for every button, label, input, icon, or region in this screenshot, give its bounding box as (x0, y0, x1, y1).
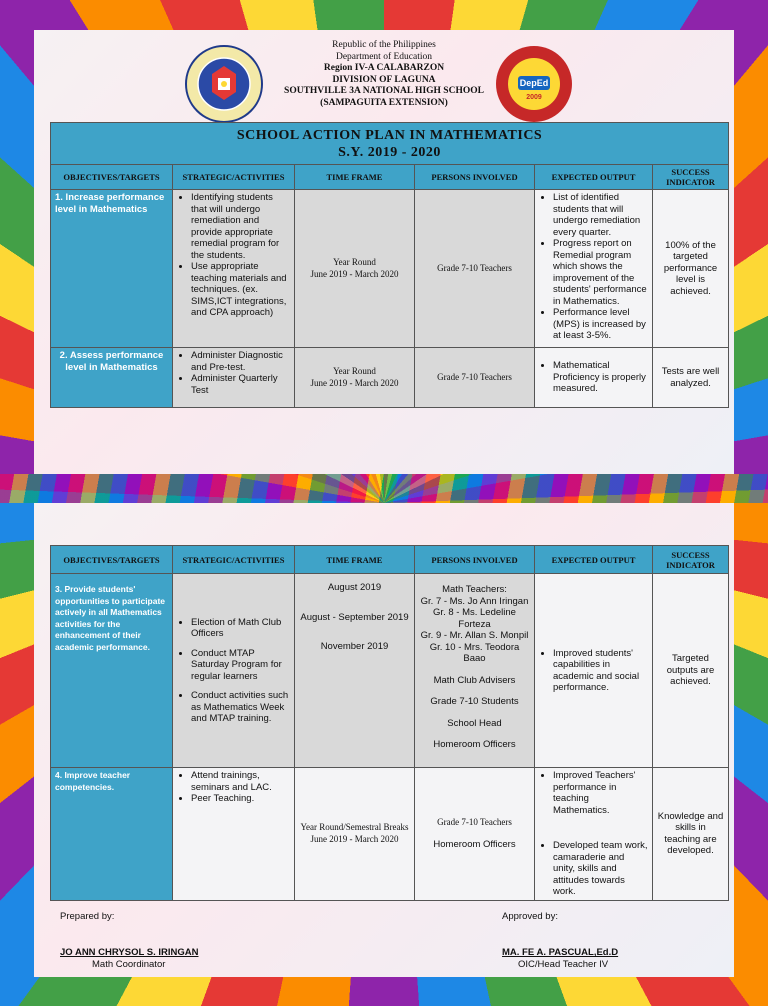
indicator-cell: Tests are well analyzed. (653, 348, 729, 408)
table-row (51, 574, 729, 768)
person-line: Math Teachers: (442, 584, 507, 595)
time-frame-line: June 2019 - March 2020 (310, 377, 399, 388)
col-persons: PERSONS INVOLVED (415, 165, 535, 190)
objective-cell: 1. Increase performance level in Mathematics (51, 190, 173, 348)
output-cell (535, 190, 653, 348)
header-division: DIVISION OF LAGUNA (332, 74, 436, 85)
time-frame-line: August 2019 (327, 582, 382, 593)
prepared-title: Math Coordinator (92, 959, 166, 970)
prepared-name: JO ANN CHRYSOL S. IRINGAN (60, 947, 199, 958)
activity-item: • Peer Teaching. (191, 793, 290, 805)
activity-item: • Administer Quarterly Test (191, 373, 290, 396)
objective-cell: 4. Improve teacher competencies. (51, 768, 173, 901)
activities-cell (173, 768, 295, 901)
activity-item: • Administer Diagnostic and Pre-test. (191, 350, 290, 373)
output-item: • Improved Teachers' performance in teaching Mathematics. (553, 770, 648, 816)
activity-item: • Use appropriate teaching materials and techniques. (ex. SIMS,ICT integrations, and CPA approach) (191, 261, 290, 319)
activities-cell (173, 190, 295, 348)
header-line: Republic of the Philippines (332, 40, 436, 50)
person-line: School Head (447, 717, 502, 729)
persons-cell: Grade 7-10 Teachers (415, 190, 535, 348)
person-line: Grade 7-10 Teachers (437, 817, 512, 828)
header-extension: (SAMPAGUITA EXTENSION) (320, 97, 448, 108)
col-indicator: SUCCESS INDICATOR (653, 546, 729, 574)
activity-item: • Identifying students that will undergo remediation and provide appropriate remedial program for the students. (191, 192, 290, 261)
indicator-cell: 100% of the targeted performance level is achieved. (653, 190, 729, 348)
output-cell (535, 574, 653, 768)
person-line: Grade 7-10 Students (430, 696, 519, 707)
output-item: • Improved students' capabilities in academic and social performance. (553, 648, 648, 694)
deped-seal-icon (184, 44, 264, 124)
persons-cell (415, 768, 535, 901)
activities-cell (173, 348, 295, 408)
action-plan-table-2 (50, 545, 729, 901)
action-plan-table-1 (50, 122, 729, 408)
person-line: Gr. 8 - Ms. Ledeline Forteza (433, 607, 516, 630)
col-indicator: SUCCESS INDICATOR (653, 165, 729, 190)
output-cell (535, 768, 653, 901)
col-time-frame: TIME FRAME (295, 165, 415, 190)
plan-year-line: S.Y. 2019 - 2020 (338, 145, 441, 160)
time-frame-line: June 2019 - March 2020 (310, 833, 399, 844)
seal-logo-text: DepEd (519, 78, 549, 88)
table-row (51, 768, 729, 901)
indicator-cell: Knowledge and skills in teaching are developed. (653, 768, 729, 901)
person-line: Homeroom Officers (433, 739, 516, 750)
plan-title (51, 123, 729, 165)
col-objectives: OBJECTIVES/TARGETS (51, 546, 173, 574)
activity-item: • Conduct activities such as Mathematics Week and MTAP training. (191, 690, 290, 725)
col-persons: PERSONS INVOLVED (415, 546, 535, 574)
persons-cell: Grade 7-10 Teachers (415, 348, 535, 408)
output-item: • List of identified students that will undergo remediation every quarter. (553, 192, 648, 238)
approved-title: OIC/Head Teacher IV (518, 959, 609, 970)
col-output: EXPECTED OUTPUT (535, 546, 653, 574)
activity-item: • Conduct MTAP Saturday Program for regular learners (191, 648, 290, 683)
plan-title-line: SCHOOL ACTION PLAN IN MATHEMATICS (236, 128, 543, 143)
output-item: • Performance level (MPS) is increased by at least 3-5%. (553, 307, 648, 342)
activities-cell (173, 574, 295, 768)
persons-cell (415, 574, 535, 768)
person-line: Gr. 7 - Ms. Jo Ann Iringan (420, 595, 529, 607)
header-region: Region IV-A CALABARZON (323, 63, 445, 73)
person-line: Math Club Advisers (433, 674, 516, 686)
table-row (51, 348, 729, 408)
output-item: • Mathematical Proficiency is properly measured. (553, 360, 648, 395)
objective-cell: 3. Provide students' opportunities to participate actively in all Mathematics activities for the enhancement of their academic performance. (51, 574, 173, 768)
col-objectives: OBJECTIVES/TARGETS (51, 165, 173, 190)
prepared-label: Prepared by: (60, 911, 115, 922)
col-output: EXPECTED OUTPUT (535, 165, 653, 190)
time-frame-cell (295, 768, 415, 901)
approved-name: MA. FE A. PASCUAL,Ed.D (502, 947, 619, 958)
activity-item: • Attend trainings, seminars and LAC. (191, 770, 290, 793)
time-frame-line: June 2019 - March 2020 (310, 268, 399, 279)
col-strategies: STRATEGIC/ACTIVITIES (173, 546, 295, 574)
header-line: Department of Education (335, 51, 433, 62)
output-item: • Developed team work, camaraderie and unity, skills and attitudes towards work. (553, 840, 648, 898)
header-school: SOUTHVILLE 3A NATIONAL HIGH SCHOOL (284, 86, 484, 96)
output-cell (535, 348, 653, 408)
col-strategies: STRATEGIC/ACTIVITIES (173, 165, 295, 190)
person-line: Gr. 9 - Mr. Allan S. Monpil (420, 630, 529, 641)
table-row (51, 190, 729, 348)
time-frame-line: Year Round (333, 257, 376, 267)
time-frame-line: Year Round (333, 366, 376, 376)
school-seal-icon (494, 44, 574, 124)
letterhead-text (269, 40, 499, 109)
time-frame-cell (295, 190, 415, 348)
time-frame-line: November 2019 (320, 641, 389, 652)
indicator-cell: Targeted outputs are achieved. (653, 574, 729, 768)
time-frame-line: Year Round/Semestral Breaks (300, 822, 409, 833)
seal-year-text: 2009 (526, 94, 542, 101)
person-line: Homeroom Officers (433, 838, 516, 850)
letterhead (34, 40, 734, 135)
page-one (34, 30, 734, 474)
rainbow-divider (0, 474, 768, 503)
col-time-frame: TIME FRAME (295, 546, 415, 574)
person-line: Gr. 10 - Mrs. Teodora Baao (429, 641, 520, 664)
time-frame-cell (295, 348, 415, 408)
page-two (34, 503, 734, 977)
activity-item: • Election of Math Club Officers (191, 617, 290, 640)
time-frame-line: August - September 2019 (300, 611, 409, 623)
approved-label: Approved by: (502, 911, 558, 922)
objective-cell: 2. Assess performance level in Mathematics (51, 348, 173, 408)
output-item: • Progress report on Remedial program which shows the improvement of the students' performance in Mathematics. (553, 238, 648, 307)
time-frame-cell (295, 574, 415, 768)
